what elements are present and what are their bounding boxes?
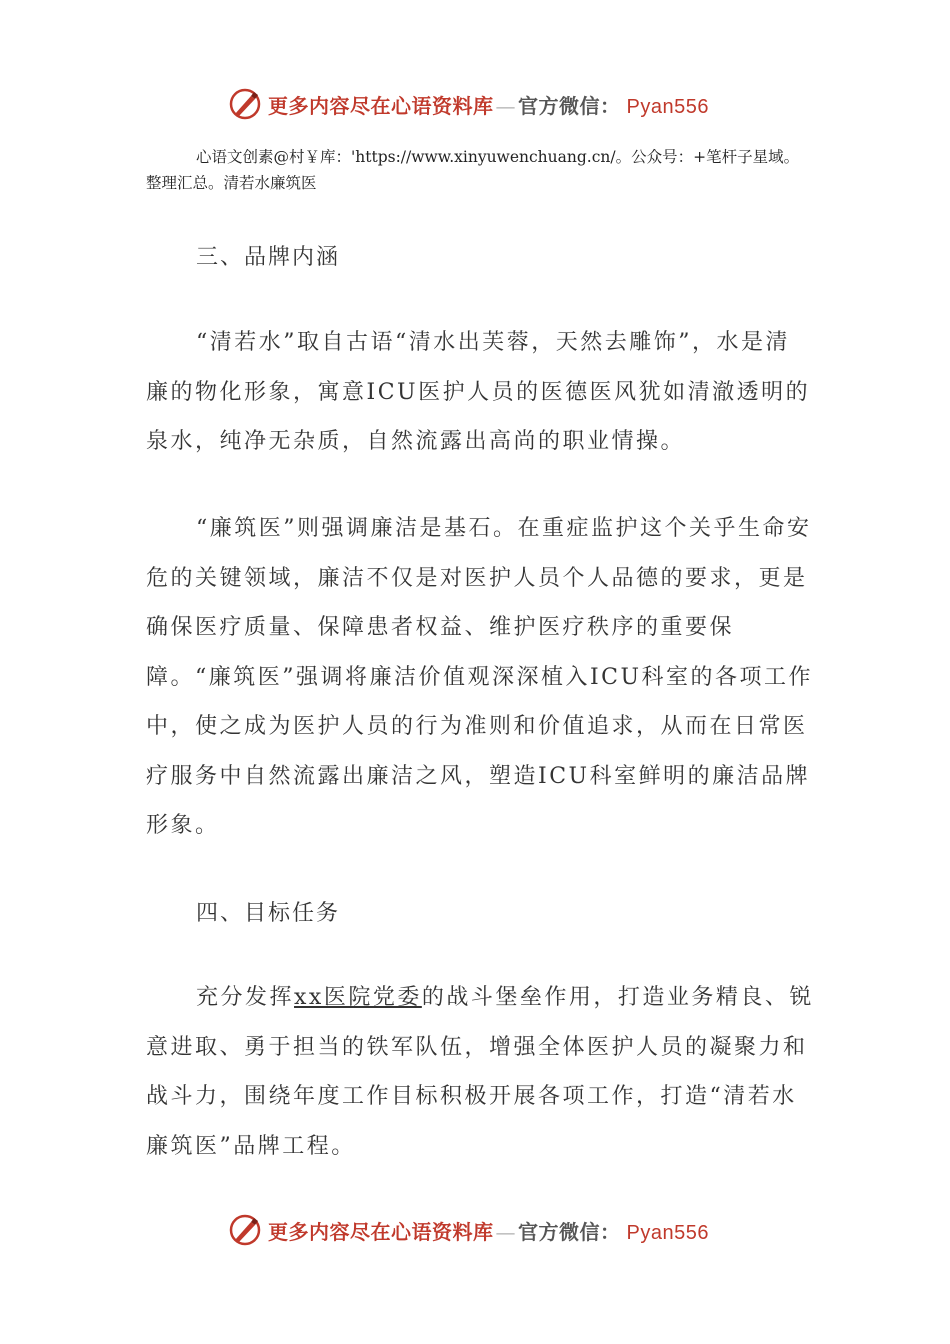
goals-text-start: 充分发挥 [196,985,295,1010]
banner-text [268,90,709,119]
banner-wechat-id: Pyan556 [626,95,709,118]
header-banner [228,84,748,124]
banner-wechat-id: Pyan556 [626,1221,709,1244]
pen-logo-icon [228,87,262,121]
banner-separator: — [495,1219,516,1244]
hospital-party-link[interactable]: xx医院党委 [294,985,422,1010]
footer-banner [228,1210,748,1250]
banner-label: 官方微信： [518,1219,621,1244]
banner-label: 官方微信： [518,93,621,118]
paragraph-goals [146,973,814,1171]
paragraph-brand-meaning-1: “清若水”取自古语“清水出芙蓉，天然去雕饰”，水是清廉的物化形象，寓意ICU医护人员的医德医风犹如清澈透明的泉水，纯净无杂质，自然流露出高尚的职业情操。 [146,330,811,454]
paragraph-brand-meaning-2: “廉筑医”则强调廉洁是基石。在重症监护这个关乎生命安危的关键领域，廉洁不仅是对医护人员个人品德的要求，更是确保医疗质量、保障患者权益、维护医疗秩序的重要保障。“廉筑医”强调将廉洁价值观深深植入ICU科室的各项工作中，使之成为医护人员的行为准则和价值追求，从而在日常医疗服务中自然流露出廉洁之风，塑造ICU科室鲜明的廉洁品牌形象。 [146,516,814,838]
banner-separator: — [495,93,516,118]
section-heading-brand-connotation: 三、品牌内涵 [196,245,341,270]
section-heading-goals: 四、目标任务 [196,901,341,926]
source-note: 心语文创素@村￥库：'https://www.xinyuwenchuang.cn/。公众号：+笔杆子星域。整理汇总。清若水廉筑医 [146,148,800,192]
banner-title: 更多内容尽在心语资料库 [268,1219,494,1244]
banner-text [268,1216,709,1245]
banner-title: 更多内容尽在心语资料库 [268,93,494,118]
goals-text-end: 的战斗堡垒作用，打造业务精良、锐意进取、勇于担当的铁军队伍，增强全体医护人员的凝聚力和战斗力，围绕年度工作目标积极开展各项工作，打造“清若水廉筑医”品牌工程。 [146,985,814,1159]
pen-logo-icon [228,1213,262,1247]
